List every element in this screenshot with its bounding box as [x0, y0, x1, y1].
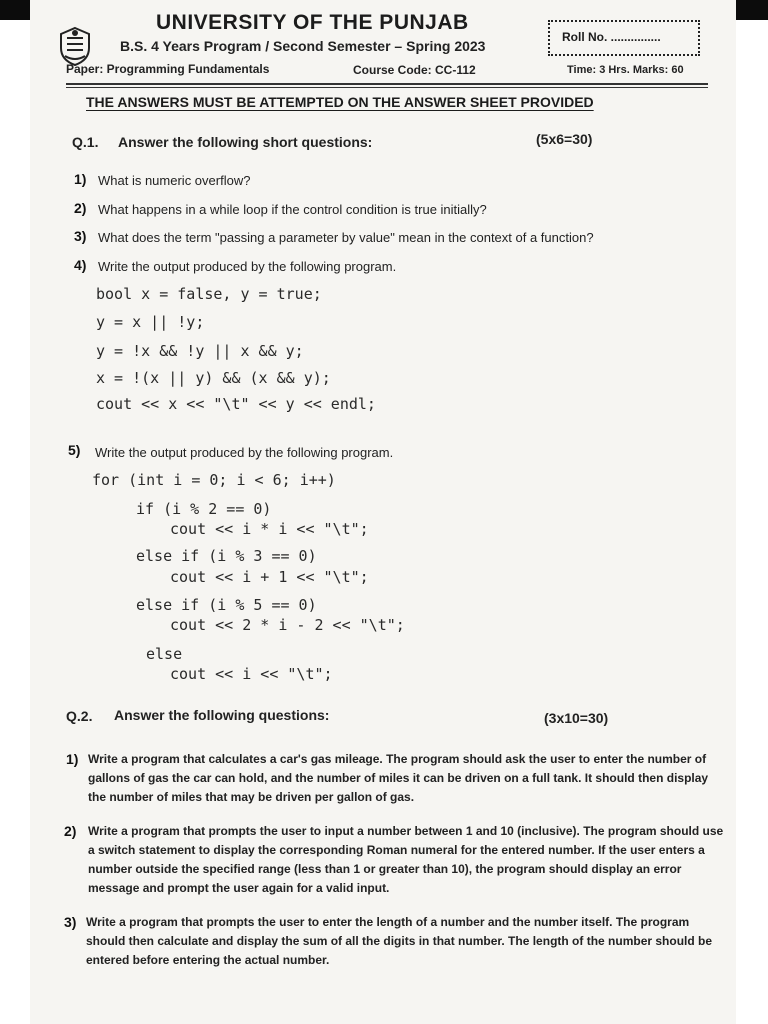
- q1-item-5-text: Write the output produced by the following program.: [95, 445, 394, 460]
- q1-item-5-number: 5): [68, 442, 81, 458]
- q2-title: Answer the following questions:: [114, 707, 330, 723]
- university-crest-logo: [58, 26, 92, 66]
- q1-item-1-text: What is numeric overflow?: [98, 173, 251, 188]
- q1-label: Q.1.: [72, 134, 99, 150]
- q1-title: Answer the following short questions:: [118, 134, 373, 150]
- q1-marks: (5x6=30): [536, 131, 593, 147]
- code4-line-5: cout << x << "\t" << y << endl;: [96, 395, 376, 413]
- q2-item-3-number: 3): [64, 914, 77, 930]
- code5-line-8: else: [146, 645, 183, 663]
- q1-item-4-number: 4): [74, 257, 87, 273]
- code4-line-4: x = !(x || y) && (x && y);: [96, 369, 331, 387]
- course-code: Course Code: CC-112: [353, 63, 476, 77]
- q1-item-2-number: 2): [74, 200, 87, 216]
- q2-item-2-text: Write a program that prompts the user to input a number between 1 and 10 (inclusive). The program should use a switch statement to display the corresponding Roman numeral for the entered number. If the user enters a number outside the specified range (less than 1 or greater than 10), the program should display an error message and prompt the user again for a valid input.: [88, 824, 724, 895]
- q2-item-2-number: 2): [64, 823, 77, 839]
- code4-line-3: y = !x && !y || x && y;: [96, 342, 304, 360]
- university-name: UNIVERSITY OF THE PUNJAB: [156, 11, 469, 34]
- code5-line-1: for (int i = 0; i < 6; i++): [92, 471, 336, 489]
- q2-marks: (3x10=30): [544, 710, 609, 726]
- code5-line-3: cout << i * i << "\t";: [170, 520, 369, 538]
- code4-line-1: bool x = false, y = true;: [96, 285, 322, 303]
- q1-item-1-number: 1): [74, 171, 87, 187]
- q2-item-3-text: Write a program that prompts the user to enter the length of a number and the number itself. The program should then calculate and display the sum of all the digits in that number. The length of the number should be entered before entering the actual number.: [86, 915, 713, 967]
- code5-line-7: cout << 2 * i - 2 << "\t";: [170, 616, 405, 634]
- q2-item-1-text: Write a program that calculates a car's gas mileage. The program should ask the user to enter the number of gallons of gas the car can hold, and the number of miles it can be driven on a full tank. It should then display the number of miles that may be driven per gallon of gas.: [88, 752, 709, 804]
- code5-line-2: if (i % 2 == 0): [136, 500, 272, 518]
- q1-item-3-number: 3): [74, 228, 87, 244]
- header-divider-second: [66, 87, 708, 88]
- paper-name: Paper: Programming Fundamentals: [66, 62, 270, 76]
- q2-item-1-number: 1): [66, 751, 79, 767]
- code5-line-6: else if (i % 5 == 0): [136, 596, 317, 614]
- code5-line-4: else if (i % 3 == 0): [136, 547, 317, 565]
- code4-line-2: y = x || !y;: [96, 313, 205, 331]
- code5-line-9: cout << i << "\t";: [170, 665, 333, 683]
- q1-item-2-text: What happens in a while loop if the control condition is true initially?: [98, 202, 487, 217]
- roll-number-label: Roll No. ...............: [562, 30, 661, 44]
- header-divider: [66, 83, 708, 85]
- program-line: B.S. 4 Years Program / Second Semester – Spring 2023: [120, 38, 486, 54]
- time-and-marks: Time: 3 Hrs. Marks: 60: [567, 64, 684, 76]
- q2-label: Q.2.: [66, 708, 93, 724]
- code5-line-5: cout << i + 1 << "\t";: [170, 568, 369, 586]
- q1-item-4-text: Write the output produced by the following program.: [98, 259, 397, 274]
- instruction-banner: THE ANSWERS MUST BE ATTEMPTED ON THE ANSWER SHEET PROVIDED: [86, 94, 594, 110]
- roll-number-box: [548, 20, 700, 56]
- q1-item-3-text: What does the term "passing a parameter by value" mean in the context of a function?: [98, 230, 594, 245]
